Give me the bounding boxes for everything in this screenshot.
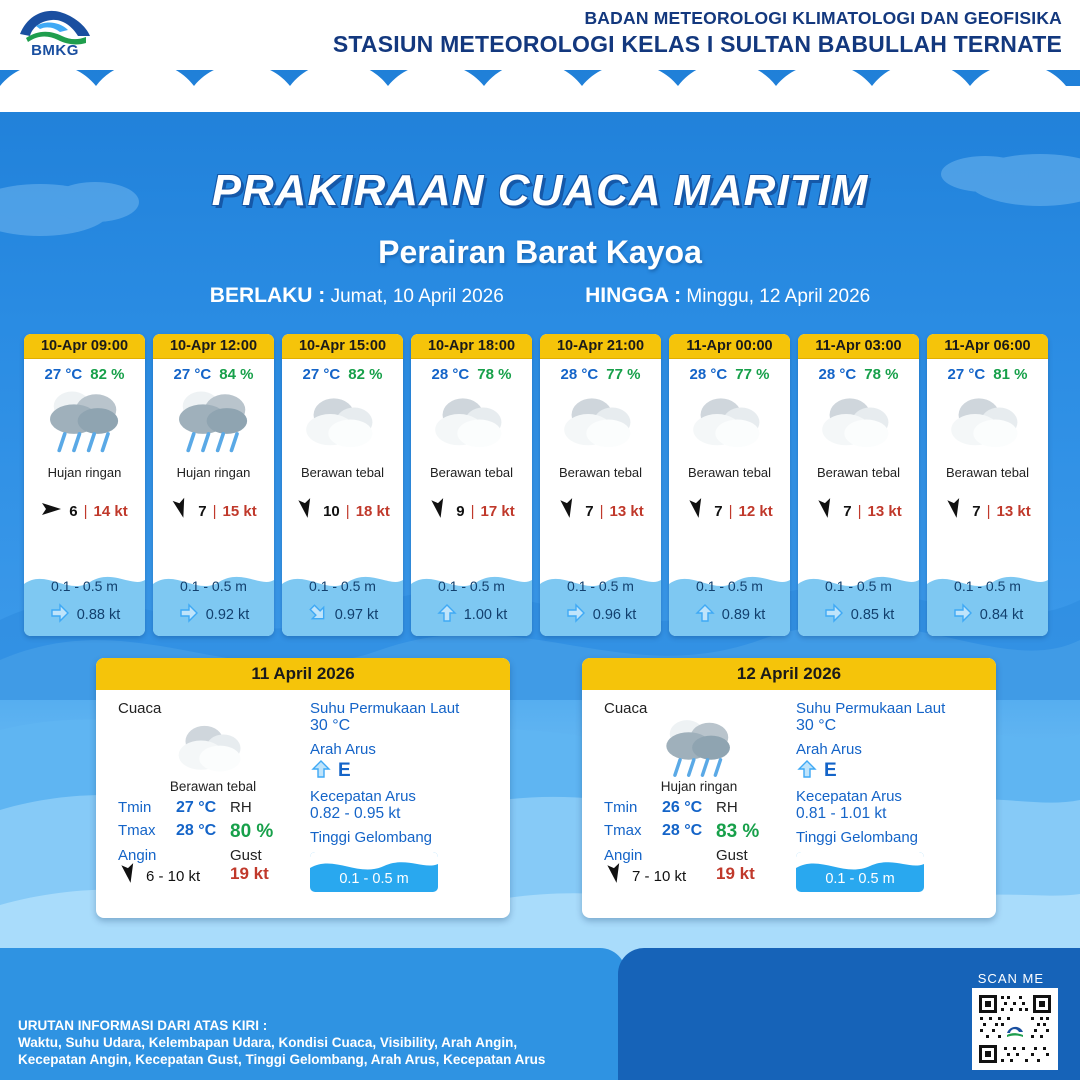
- daily-tmax-label: Tmax: [118, 822, 156, 839]
- hourly-current: [927, 604, 1048, 626]
- valid-from-group: [210, 284, 504, 308]
- hourly-card: [24, 334, 145, 636]
- hourly-wind: [282, 501, 403, 521]
- current-direction-icon: [436, 604, 458, 626]
- hourly-wind-dir: 7: [714, 502, 723, 520]
- hourly-temp-hum: [669, 359, 790, 383]
- daily-gust: 19 kt: [716, 864, 755, 883]
- hourly-card: [411, 334, 532, 636]
- hourly-wave-height: 0.1 - 0.5 m: [51, 578, 118, 594]
- wind-direction-icon: [944, 501, 966, 521]
- hourly-wind-dir: 6: [69, 502, 78, 520]
- daily-sst: 30 °C: [310, 717, 351, 734]
- wind-direction-icon: [295, 501, 317, 521]
- cloudy-icon: [927, 383, 1048, 465]
- valid-to-group: [585, 284, 870, 308]
- hourly-forecast-row: [24, 334, 1060, 636]
- wind-direction-icon: [428, 501, 450, 521]
- hourly-time: 10-Apr 09:00: [24, 334, 145, 359]
- daily-gelombang-label: Tinggi Gelombang: [796, 829, 919, 846]
- hourly-wave-height: 0.1 - 0.5 m: [309, 578, 376, 594]
- hourly-wave-area: [798, 562, 919, 636]
- hourly-temp-hum: [153, 359, 274, 383]
- daily-tmin: 27 °C: [176, 799, 217, 816]
- hourly-condition: Berawan tebal: [687, 465, 772, 480]
- hourly-temp-hum: [927, 359, 1048, 383]
- hourly-current-speed: 0.85 kt: [850, 607, 895, 623]
- hourly-condition: Hujan ringan: [47, 465, 122, 480]
- light-rain-icon: [153, 383, 274, 465]
- hourly-wind-speed: 13 kt: [867, 502, 902, 520]
- wind-separator: |: [728, 502, 733, 520]
- current-direction-icon: [952, 604, 974, 626]
- hourly-current-speed: 0.96 kt: [592, 607, 637, 623]
- hourly-temperature: 27 °C: [173, 366, 212, 383]
- daily-wave-box: [796, 852, 924, 892]
- hourly-condition: Berawan tebal: [429, 465, 514, 480]
- light-rain-icon: [604, 719, 794, 781]
- hourly-wind-dir: 10: [323, 502, 340, 520]
- hourly-temperature: 27 °C: [44, 366, 83, 383]
- wind-separator: |: [212, 502, 217, 520]
- hourly-temp-hum: [540, 359, 661, 383]
- bmkg-logo: [12, 4, 98, 66]
- qr-code-image: [976, 992, 1054, 1066]
- hourly-temp-hum: [411, 359, 532, 383]
- daily-tmax: 28 °C: [176, 822, 217, 839]
- current-direction-icon: [49, 604, 71, 626]
- hourly-wave-height: 0.1 - 0.5 m: [438, 578, 505, 594]
- hourly-time: 10-Apr 21:00: [540, 334, 661, 359]
- bmkg-logo-text: BMKG: [31, 42, 79, 59]
- daily-angin-label: Angin: [604, 847, 643, 864]
- hourly-wind: [24, 501, 145, 521]
- current-direction-icon: [694, 604, 716, 626]
- daily-kecepatan-label: Kecepatan Arus: [796, 788, 902, 805]
- wind-separator: |: [345, 502, 350, 520]
- daily-gust-label: Gust: [230, 847, 262, 864]
- wind-direction-icon: [41, 501, 63, 521]
- daily-arus-dir: E: [338, 760, 351, 781]
- hourly-current: [153, 604, 274, 626]
- agency-name: BADAN METEOROLOGI KLIMATOLOGI DAN GEOFISIKA: [584, 8, 1062, 28]
- wind-direction-icon: [170, 501, 192, 521]
- hourly-wave-height: 0.1 - 0.5 m: [825, 578, 892, 594]
- valid-from-label: BERLAKU :: [209, 284, 326, 307]
- bmkg-logo-mark: [16, 4, 94, 44]
- hourly-wind-dir: 7: [585, 502, 594, 520]
- wind-direction-icon: [604, 866, 626, 886]
- hourly-temperature: 28 °C: [431, 366, 470, 383]
- daily-sst: 30 °C: [796, 717, 837, 734]
- current-direction-icon: [796, 760, 818, 782]
- daily-cuaca-label: Cuaca: [118, 700, 162, 717]
- hourly-wind-dir: 7: [972, 502, 981, 520]
- hourly-current: [669, 604, 790, 626]
- hourly-wind-speed: 12 kt: [738, 502, 773, 520]
- qr-code[interactable]: [972, 988, 1058, 1070]
- hourly-wave-area: [153, 562, 274, 636]
- wind-separator: |: [470, 502, 475, 520]
- current-direction-icon: [178, 604, 200, 626]
- daily-tmin: 26 °C: [662, 799, 703, 816]
- page-subtitle: Perairan Barat Kayoa: [378, 234, 702, 270]
- page-title: PRAKIRAAN CUACA MARITIM: [211, 166, 869, 215]
- daily-arus-dir: E: [824, 760, 837, 781]
- hourly-current-speed: 0.92 kt: [205, 607, 250, 623]
- hourly-card: [540, 334, 661, 636]
- wind-separator: |: [83, 502, 88, 520]
- hourly-card: [798, 334, 919, 636]
- hourly-wave-height: 0.1 - 0.5 m: [696, 578, 763, 594]
- daily-condition: Hujan ringan: [660, 779, 738, 794]
- daily-tmin-label: Tmin: [604, 799, 638, 816]
- hourly-wave-area: [927, 562, 1048, 636]
- daily-rh-label: RH: [230, 799, 252, 816]
- hourly-card: [927, 334, 1048, 636]
- legend-line-1: Waktu, Suhu Udara, Kelembapan Udara, Kondisi Cuaca, Visibility, Arah Angin,: [18, 1035, 518, 1050]
- daily-tmax: 28 °C: [662, 822, 703, 839]
- daily-angin: 7 - 10 kt: [632, 867, 687, 885]
- current-direction-icon: [823, 604, 845, 626]
- hourly-current: [24, 604, 145, 626]
- hourly-wind: [669, 501, 790, 521]
- hourly-temperature: 27 °C: [947, 366, 986, 383]
- hourly-wave-height: 0.1 - 0.5 m: [180, 578, 247, 594]
- light-rain-icon: [24, 383, 145, 465]
- daily-date: 11 April 2026: [96, 658, 510, 690]
- daily-date: 12 April 2026: [582, 658, 996, 690]
- hourly-humidity: 77 %: [606, 366, 641, 383]
- hourly-current-speed: 0.84 kt: [979, 607, 1024, 623]
- hourly-temp-hum: [282, 359, 403, 383]
- hourly-current: [411, 604, 532, 626]
- hourly-wave-area: [24, 562, 145, 636]
- daily-angin: 6 - 10 kt: [146, 867, 201, 885]
- daily-sst-label: Suhu Permukaan Laut: [796, 700, 946, 717]
- hourly-wind: [540, 501, 661, 521]
- hourly-wave-area: [540, 562, 661, 636]
- daily-arus-label: Arah Arus: [310, 741, 376, 758]
- hourly-current-speed: 1.00 kt: [463, 607, 508, 623]
- valid-from-value: Jumat, 10 April 2026: [330, 286, 504, 307]
- daily-rh-label: RH: [716, 799, 738, 816]
- daily-rh: 80 %: [230, 821, 274, 842]
- hourly-time: 10-Apr 12:00: [153, 334, 274, 359]
- hourly-wind: [411, 501, 532, 521]
- hourly-wave-height: 0.1 - 0.5 m: [567, 578, 634, 594]
- daily-gust: 19 kt: [230, 864, 269, 883]
- hourly-humidity: 81 %: [993, 366, 1028, 383]
- hourly-temp-hum: [24, 359, 145, 383]
- hourly-humidity: 82 %: [348, 366, 383, 383]
- daily-condition: Berawan tebal: [169, 779, 257, 794]
- hourly-wind-dir: 9: [456, 502, 465, 520]
- wind-separator: |: [986, 502, 991, 520]
- daily-gust-label: Gust: [716, 847, 748, 864]
- cloudy-icon: [118, 719, 308, 781]
- legend-line-2: Kecepatan Angin, Kecepatan Gust, Tinggi Gelombang, Arah Arus, Kecepatan Arus: [18, 1052, 546, 1067]
- hourly-condition: Hujan ringan: [176, 465, 251, 480]
- hourly-wave-area: [669, 562, 790, 636]
- wind-separator: |: [599, 502, 604, 520]
- hourly-wind-speed: 13 kt: [609, 502, 644, 520]
- hourly-temperature: 28 °C: [560, 366, 599, 383]
- scan-me-label: SCAN ME: [977, 971, 1044, 986]
- hourly-current: [282, 604, 403, 626]
- page-header: [0, 0, 1080, 68]
- hourly-wind-speed: 18 kt: [355, 502, 390, 520]
- daily-arus-label: Arah Arus: [796, 741, 862, 758]
- current-direction-icon: [565, 604, 587, 626]
- hourly-temp-hum: [798, 359, 919, 383]
- hourly-wave-height: 0.1 - 0.5 m: [954, 578, 1021, 594]
- hourly-card: [153, 334, 274, 636]
- wind-direction-icon: [118, 866, 140, 886]
- hourly-wind-speed: 13 kt: [996, 502, 1031, 520]
- hourly-temperature: 28 °C: [818, 366, 857, 383]
- daily-panel: [96, 658, 510, 918]
- hourly-condition: Berawan tebal: [816, 465, 901, 480]
- wind-separator: |: [857, 502, 862, 520]
- hourly-wind-dir: 7: [843, 502, 852, 520]
- hourly-wind-speed: 17 kt: [480, 502, 515, 520]
- hourly-card: [282, 334, 403, 636]
- hourly-current-speed: 0.97 kt: [334, 607, 379, 623]
- hourly-wind-speed: 14 kt: [93, 502, 128, 520]
- hourly-time: 11-Apr 03:00: [798, 334, 919, 359]
- hourly-condition: Berawan tebal: [945, 465, 1030, 480]
- wind-direction-icon: [815, 501, 837, 521]
- hourly-card: [669, 334, 790, 636]
- daily-gelombang: 0.1 - 0.5 m: [339, 871, 409, 887]
- hourly-temperature: 28 °C: [689, 366, 728, 383]
- hourly-wind: [798, 501, 919, 521]
- hourly-wave-area: [411, 562, 532, 636]
- cloudy-icon: [282, 383, 403, 465]
- daily-panel: [582, 658, 996, 918]
- hourly-condition: Berawan tebal: [300, 465, 385, 480]
- valid-to-label: HINGGA :: [585, 284, 682, 307]
- footer-legend-text: [18, 1017, 545, 1068]
- validity-row: [0, 284, 1080, 308]
- valid-to-value: Minggu, 12 April 2026: [686, 286, 871, 307]
- hourly-humidity: 77 %: [735, 366, 770, 383]
- cloudy-icon: [798, 383, 919, 465]
- wind-direction-icon: [557, 501, 579, 521]
- daily-gelombang: 0.1 - 0.5 m: [825, 871, 895, 887]
- hourly-humidity: 82 %: [90, 366, 125, 383]
- daily-angin-label: Angin: [118, 847, 157, 864]
- cloudy-icon: [669, 383, 790, 465]
- cloudy-icon: [411, 383, 532, 465]
- hourly-wind: [927, 501, 1048, 521]
- daily-kecepatan: 0.81 - 1.01 kt: [796, 805, 887, 822]
- hourly-wind-dir: 7: [198, 502, 207, 520]
- daily-gelombang-label: Tinggi Gelombang: [310, 829, 433, 846]
- hourly-wind-speed: 15 kt: [222, 502, 257, 520]
- hourly-humidity: 84 %: [219, 366, 254, 383]
- hourly-current: [798, 604, 919, 626]
- daily-tmin-label: Tmin: [118, 799, 152, 816]
- hourly-condition: Berawan tebal: [558, 465, 643, 480]
- hourly-temperature: 27 °C: [302, 366, 341, 383]
- wind-direction-icon: [686, 501, 708, 521]
- daily-sst-label: Suhu Permukaan Laut: [310, 700, 460, 717]
- legend-title: URUTAN INFORMASI DARI ATAS KIRI :: [18, 1018, 268, 1033]
- daily-cuaca-label: Cuaca: [604, 700, 648, 717]
- daily-rh: 83 %: [716, 821, 760, 842]
- hourly-wind: [153, 501, 274, 521]
- daily-tmax-label: Tmax: [604, 822, 642, 839]
- daily-forecast-row: [96, 658, 996, 918]
- hourly-time: 11-Apr 06:00: [927, 334, 1048, 359]
- daily-wave-box: [310, 852, 438, 892]
- cloudy-icon: [540, 383, 661, 465]
- hourly-time: 11-Apr 00:00: [669, 334, 790, 359]
- current-direction-icon: [307, 604, 329, 626]
- hourly-current-speed: 0.88 kt: [76, 607, 121, 623]
- station-name: STASIUN METEOROLOGI KELAS I SULTAN BABULLAH TERNATE: [332, 31, 1062, 57]
- hourly-current-speed: 0.89 kt: [721, 607, 766, 623]
- daily-kecepatan: 0.82 - 0.95 kt: [310, 805, 401, 822]
- daily-kecepatan-label: Kecepatan Arus: [310, 788, 416, 805]
- hourly-wave-area: [282, 562, 403, 636]
- current-direction-icon: [310, 760, 332, 782]
- hourly-current: [540, 604, 661, 626]
- hourly-humidity: 78 %: [477, 366, 512, 383]
- hourly-time: 10-Apr 15:00: [282, 334, 403, 359]
- hourly-time: 10-Apr 18:00: [411, 334, 532, 359]
- hourly-humidity: 78 %: [864, 366, 899, 383]
